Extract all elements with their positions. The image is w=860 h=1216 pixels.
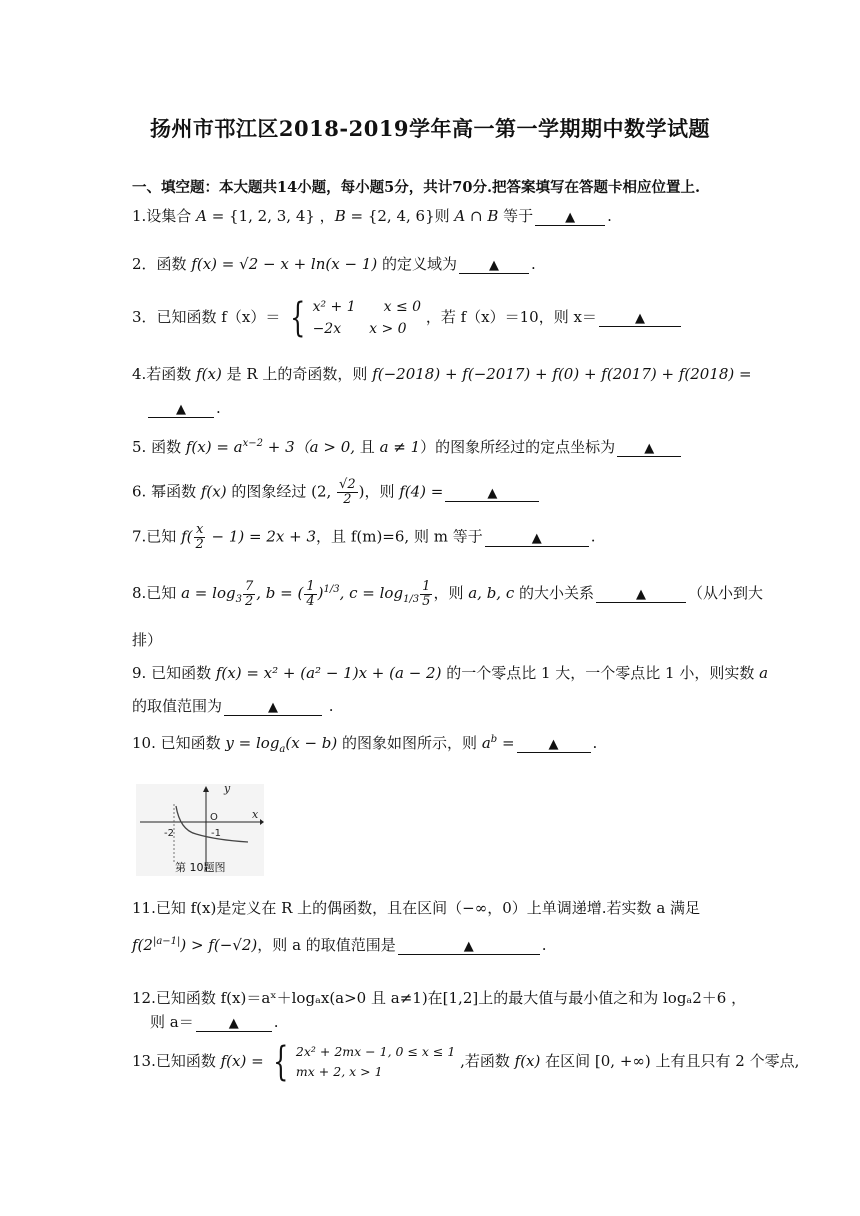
- triangle-icon: ▲: [487, 485, 498, 501]
- question-1: 1.设集合 A = {1, 2, 3, 4} ，B = {2, 4, 6}则 A ∩ B 等于 ▲ .: [132, 207, 612, 225]
- triangle-icon: ▲: [228, 1016, 239, 1031]
- triangle-icon: ▲: [548, 737, 559, 752]
- question-7: 7.已知 f( $\frac{x}{2}$ − 1) = 2x + 3，且 f(m)=6, 则 m 等于 ▲ .: [132, 522, 596, 552]
- answer-blank-11: [398, 936, 540, 955]
- answer-blank-8: [596, 584, 686, 603]
- answer-blank-9: [224, 697, 322, 716]
- question-9: 9. 已知函数 f(x) = x² + (a² − 1)x + (a − 2) 的一个零点比 1 大，一个零点比 1 小，则实数 a: [132, 664, 769, 682]
- answer-blank-3: [599, 308, 681, 327]
- question-6: 6. 幂函数 f(x) 的图象经过 (2, $\frac{√2}{2}$ )，则 f(4) = ▲: [132, 478, 541, 507]
- answer-blank-7: [485, 528, 589, 547]
- answer-blank-4: [148, 399, 214, 418]
- triangle-icon: ▲: [463, 939, 474, 954]
- question-4-answer: ▲ .: [146, 396, 221, 420]
- piecewise-function: { 2x² + 2mx − 1, 0 ≤ x ≤ 1 mx + 2, x > 1: [273, 1039, 456, 1085]
- question-10: 10. 已知函数 $y = \log_a(x - b)$ 的图象如图所示，则 $a^b$ = ▲ .: [132, 734, 598, 755]
- question-2: 2．函数 f(x) = √2 − x + ln(x − 1) 的定义域为 ▲ .: [132, 255, 536, 273]
- answer-blank-2: [459, 255, 529, 274]
- question-9-cont: 的取值范围为 ▲ .: [132, 697, 334, 715]
- triangle-icon: ▲: [636, 587, 647, 602]
- triangle-icon: ▲: [634, 311, 645, 326]
- x-axis-label: x: [252, 808, 259, 821]
- answer-blank-6: [445, 483, 539, 502]
- triangle-icon: ▲: [644, 441, 655, 456]
- question-3: 3．已知函数 f（x）＝ { x² + 1 x ≤ 0 −2x x > 0 ，若 f（x）＝10，则 x＝ ▲: [132, 296, 683, 340]
- answer-blank-10: [517, 734, 591, 753]
- y-axis-label: y: [224, 784, 231, 795]
- section-heading: 一、填空题：本大题共14小题，每小题5分，共计70分.把答案填写在答题卡相应位置上.: [132, 179, 701, 196]
- question-12-cont: 则 a＝ ▲ .: [150, 1013, 279, 1031]
- tick-label-neg1: -1: [211, 828, 221, 839]
- question-13: 13.已知函数 f(x) = { 2x² + 2mx − 1, 0 ≤ x ≤ 1 mx + 2, x > 1 ,若函数 f(x) 在区间 [0, +∞) 上有且只有 2 个零点,: [132, 1039, 800, 1085]
- answer-blank-12: [196, 1013, 272, 1032]
- triangle-icon: ▲: [176, 402, 186, 417]
- question-11-cont: $f(2^{|a-1|}) > f(-√2)$，则 a 的取值范围是 ▲ .: [132, 936, 547, 954]
- origin-label: O: [210, 812, 218, 823]
- answer-blank-5: [617, 438, 681, 457]
- triangle-icon: ▲: [268, 700, 279, 715]
- answer-blank-1: [535, 207, 605, 226]
- question-12: 12.已知函数 f(x)＝aˣ＋logₐx(a>0 且 a≠1)在[1,2]上的最大值与最小值之和为 logₐ2＋6 ，: [132, 989, 747, 1007]
- figure-caption: 第 10题图: [175, 861, 226, 874]
- triangle-icon: ▲: [488, 258, 499, 273]
- piecewise-function: { x² + 1 x ≤ 0 −2x x > 0: [290, 295, 422, 341]
- question-11: 11.已知 f(x)是定义在 R 上的偶函数，且在区间（−∞，0）上单调递增.若实数 a 满足: [132, 899, 701, 917]
- triangle-icon: ▲: [531, 530, 542, 546]
- page-title: 扬州市邗江区2018-2019学年高一第一学期期中数学试题: [149, 116, 711, 141]
- question-5: 5. 函数 $f(x) = a^{x-2} + 3(a > 0$, 且 a ≠ 1）的图象所经过的定点坐标为 ▲: [132, 432, 683, 459]
- triangle-icon: ▲: [565, 210, 576, 225]
- question-8: 8.已知 $a = \log_3$ $\frac{7}{2}$ , b = ( $\frac{1}{4}$ )$^{1/3}$, $c = \log_{1/3}$ $\frac{1}{5}$ ，则 a, b, c 的大小关系 ▲ （从小到大: [132, 578, 764, 609]
- tick-label-neg2: -2: [164, 828, 174, 839]
- question-8-cont: 排）: [132, 631, 163, 649]
- question-4: 4.若函数 f(x) 是 R 上的奇函数，则 f(−2018) + f(−2017) + f(0) + f(2017) + f(2018) =: [132, 365, 752, 383]
